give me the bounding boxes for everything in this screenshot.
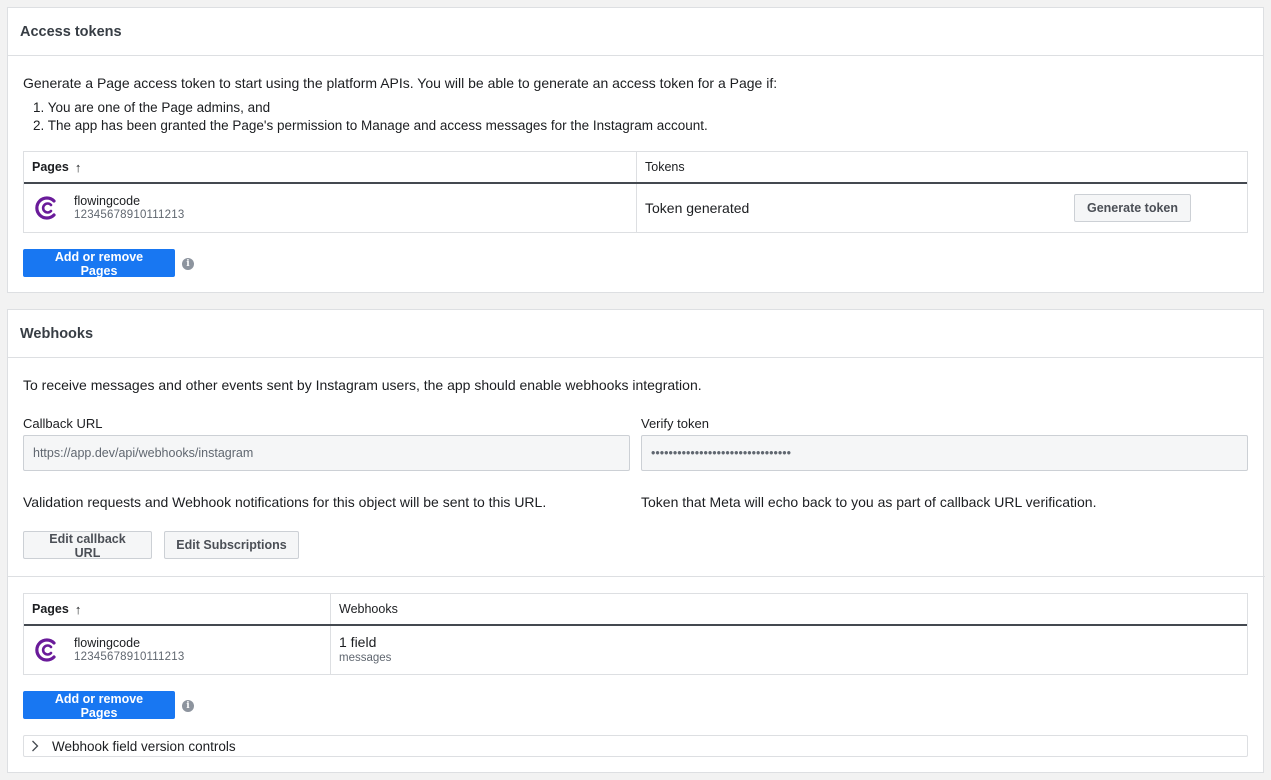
access-tokens-panel [7, 7, 1264, 293]
table-header [24, 594, 1247, 626]
table-row [24, 626, 1247, 674]
table-row [24, 184, 1247, 232]
column-header-pages[interactable] [24, 152, 636, 182]
info-icon[interactable]: i [182, 700, 194, 712]
chevron-right-icon [24, 740, 46, 752]
version-controls-label: Webhook field version controls [52, 738, 236, 754]
column-header-pages[interactable] [24, 594, 330, 624]
callback-url-input[interactable] [23, 435, 630, 471]
token-cell [636, 184, 1247, 232]
page-id: 12345678910111213 [74, 209, 185, 221]
edit-subscriptions-button[interactable]: Edit Subscriptions [164, 531, 299, 559]
webhooks-title: Webhooks [8, 310, 1263, 358]
info-icon[interactable]: i [182, 258, 194, 270]
webhooks-table [23, 593, 1248, 675]
verify-token-input[interactable] [641, 435, 1248, 471]
webhooks-intro: To receive messages and other events sent by Instagram users, the app should enable webhooks integration. [23, 377, 702, 393]
section-divider [8, 576, 1265, 577]
table-header [24, 152, 1247, 184]
edit-callback-url-button[interactable]: Edit callback URL [23, 531, 152, 559]
generate-token-button[interactable]: Generate token [1074, 194, 1191, 222]
field-names: messages [339, 652, 392, 664]
verify-token-help: Token that Meta will echo back to you as part of callback URL verification. [641, 494, 1097, 510]
column-label: Pages [32, 602, 69, 616]
page-name: flowingcode [74, 194, 141, 208]
page-avatar-icon [34, 637, 60, 663]
access-tokens-table [23, 151, 1248, 233]
callback-url-label: Callback URL [23, 416, 103, 431]
webhooks-panel [7, 309, 1264, 773]
column-header-webhooks: Webhooks [330, 594, 1247, 624]
column-header-tokens: Tokens [636, 152, 1247, 182]
field-count: 1 field [339, 634, 377, 650]
add-remove-pages-button[interactable]: Add or remove Pages [23, 691, 175, 719]
sort-ascending-icon: ↑ [74, 159, 82, 175]
token-status: Token generated [645, 200, 750, 216]
access-tokens-title: Access tokens [8, 8, 1263, 56]
page-avatar-icon [34, 195, 60, 221]
page-cell [24, 626, 330, 674]
sort-ascending-icon: ↑ [74, 601, 82, 617]
access-tokens-intro: Generate a Page access token to start using the platform APIs. You will be able to generate an access token for a Page if: [23, 75, 778, 91]
condition-1: 1. You are one of the Page admins, and [33, 100, 271, 115]
condition-2: 2. The app has been granted the Page's permission to Manage and access messages for the Instagram account. [33, 118, 708, 133]
add-remove-pages-button[interactable]: Add or remove Pages [23, 249, 175, 277]
page-id: 12345678910111213 [74, 651, 185, 663]
verify-token-label: Verify token [641, 416, 709, 431]
webhooks-cell [330, 626, 1247, 674]
page-name: flowingcode [74, 636, 141, 650]
webhook-version-controls-toggle[interactable] [23, 735, 1248, 757]
page-cell [24, 184, 636, 232]
column-label: Pages [32, 160, 69, 174]
callback-url-help: Validation requests and Webhook notifications for this object will be sent to this URL. [23, 494, 547, 510]
